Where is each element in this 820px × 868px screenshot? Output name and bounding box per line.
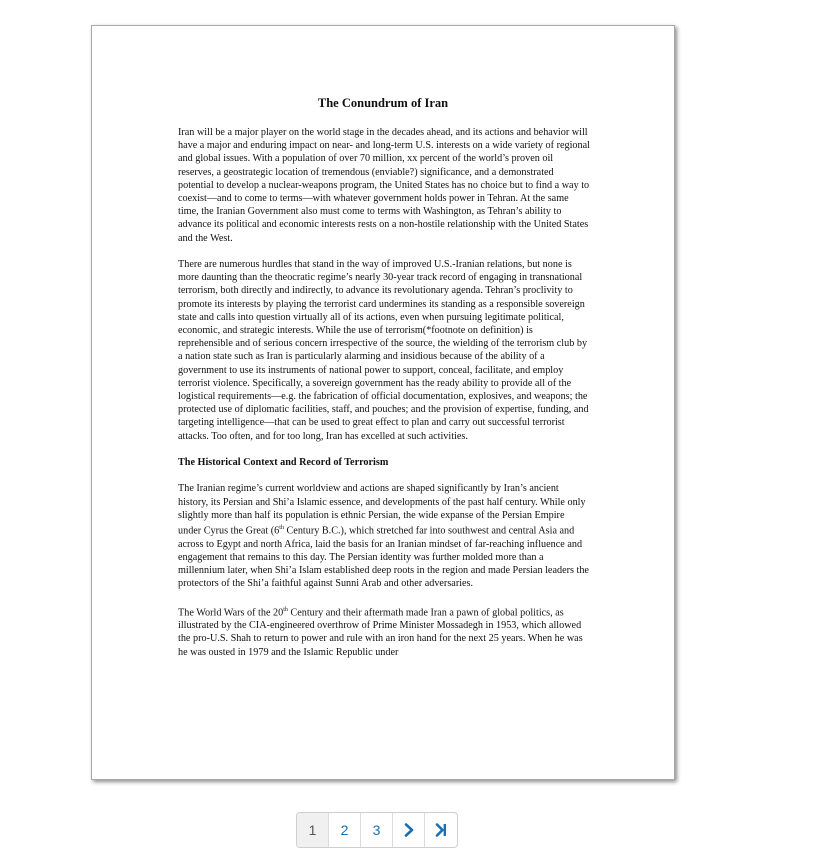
document-body (178, 126, 590, 672)
last-page-button[interactable] (425, 813, 457, 847)
page-button-1[interactable]: 1 (297, 813, 329, 847)
superscript: th (279, 525, 284, 532)
paragraph-text: Century and their aftermath made Iran a pawn of global politics, as illustrated by the CIA-engineered overthrow of Prime Minister Mossadegh in 1953, which allowed the pro-U.S. Shah to return to power and rule with an iron hand for the next 25 years. When he was he was ousted in 1979 and the Islamic Republic under (178, 607, 583, 658)
paragraph: There are numerous hurdles that stand in the way of improved U.S.-Iranian relations, but none is more daunting than the theocratic regime’s nearly 30-year track record of engaging in transnational terrorism, both directly and indirectly, to advance its revolutionary agenda. Tehran’s proclivity to promote its interests by playing the terrorist card undermines its standing as a responsible sovereign state and calls into question virtually all of its actions, even when pursuing legitimate political, economic, and strategic interests. While the use of terrorism(*footnote on definition) is reprehensible and of serious concern irrespective of the source, the wielding of the terrorism club by a nation state such as Iran is particularly alarming and insidious because of the ability of a government to use its instruments of national power to support, conceal, facilitate, and employ terrorist violence. Specifically, a sovereign government has the ready ability to provide all of the logistical requirements—e.g. the fabrication of official documentation, explosives, and weapons; the protected use of diplomatic facilities, staff, and pouches; and the provision of expertise, funding, and targeting intelligence—that can be used to great effect to plan and carry out successful terrorist attacks. Too often, and for too long, Iran has excelled at such activities. (178, 259, 589, 442)
chevron-right-icon (403, 823, 415, 837)
document-title: The Conundrum of Iran (317, 96, 449, 110)
paragraph (178, 482, 590, 590)
superscript: th (283, 606, 288, 613)
pagination (296, 812, 458, 848)
page-button-3[interactable]: 3 (361, 813, 393, 847)
paragraph-text: The World Wars of the 20 (178, 607, 284, 619)
paragraph: Iran will be a major player on the world stage in the decades ahead, and its actions and behavior will have a major and enduring impact on near- and long-term U.S. interests on a wide variety of regional and global issues. With a population of over 70 million, xx percent of the world’s proven oil reserves, a geostrategic location of tremendous (enviable?) significance, and a demonstrated potential to develop a nuclear-weapons program, the United States has no choice but to find a way to coexist—and to come to terms—with whatever government holds power in Tehran. At the same time, the Iranian Government also must come to terms with Washington, as Tehran’s ability to advance its political and economic interests rests on a non-hostile relationship with the United States and the West. (178, 127, 590, 244)
paragraph-text: The Iranian regime’s current worldview and actions are shaped significantly by Iran’s ancient history, its Persian and Shi’a Islamic essence, and developments of the past half century. While only slightly more than half its population is ethnic Persian, the wide expanse of the Persian Empire under Cyrus the Great (6 (178, 483, 586, 537)
document-page (91, 25, 675, 780)
page-button-2[interactable]: 2 (329, 813, 361, 847)
paragraph (178, 604, 590, 659)
paragraph-text: Century B.C.), which stretched far into southwest and central Asia and across to Egypt and north Africa, laid the basis for an Iranian mindset of far-reaching influence and engagement that remains to this day. The Persian identity was further molded more than a millennium later, when Shi’a Islam established deep roots in the region and made Persian leaders the protectors of the Shi’a faithful against Sunni Arab and other adversaries. (178, 525, 589, 590)
next-page-button[interactable] (393, 813, 425, 847)
section-heading: The Historical Context and Record of Terrorism (178, 457, 389, 469)
last-page-icon (435, 823, 447, 837)
